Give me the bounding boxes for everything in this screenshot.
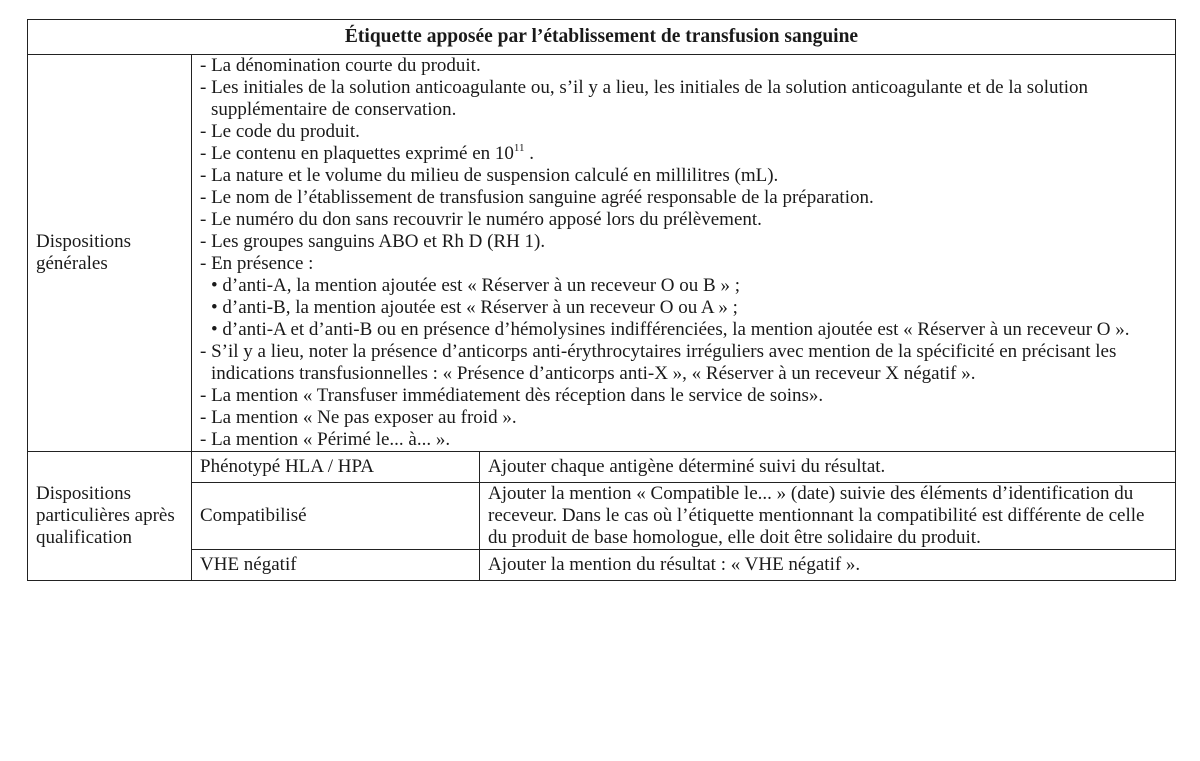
list-item-text: - En présence : (200, 253, 314, 274)
table-row (28, 452, 1176, 483)
list-item (200, 187, 1167, 209)
bullet-item (200, 297, 1167, 319)
table-title: Étiquette apposée par l’établissement de transfusion sanguine (28, 20, 1176, 55)
list-item (200, 231, 1167, 253)
bullet-item (200, 319, 1167, 341)
qualification-description: Ajouter la mention « Compatible le... » (date) suivie des éléments d’identification du receveur. Dans le cas où l’étiquette mentionnant la compatibilité est différente de celle du produit de base homologue, elle doit être solidaire du produit. (480, 483, 1176, 550)
list-item-text: - Le contenu en plaquettes exprimé en 10 (200, 143, 514, 164)
general-provisions-list (200, 55, 1167, 451)
general-provisions-cell (192, 55, 1176, 452)
list-item-text: • d’anti-A et d’anti-B ou en présence d’hémolysines indifférenciées, la mention ajoutée est « Réserver à un receveur O ». (211, 319, 1130, 340)
list-item (200, 209, 1167, 231)
list-item (200, 385, 1167, 407)
particular-provisions-label: Dispositions particulières après qualification (28, 452, 192, 581)
exponent: 11 (513, 142, 525, 154)
qualification-name: Phénotypé HLA / HPA (192, 452, 480, 483)
qualification-name: Compatibilisé (192, 483, 480, 550)
table-row (28, 483, 1176, 550)
label-requirements-table (27, 19, 1176, 581)
list-item (200, 77, 1167, 121)
list-item-suffix: . (524, 143, 535, 164)
list-item-text: - Les initiales de la solution anticoagulante ou, s’il y a lieu, les initiales de la solution anticoagulante et de la solution supplémentaire de conservation. (200, 77, 1089, 120)
list-item (200, 341, 1167, 385)
list-item-text: - La mention « Périmé le... à... ». (200, 429, 451, 450)
list-item-text: - Le code du produit. (200, 121, 360, 142)
list-item-text: - Le nom de l’établissement de transfusion sanguine agréé responsable de la préparation. (200, 187, 874, 208)
list-item-text: • d’anti-A, la mention ajoutée est « Réserver à un receveur O ou B » ; (211, 275, 740, 296)
bullet-item (200, 275, 1167, 297)
list-item-text: - Le numéro du don sans recouvrir le numéro apposé lors du prélèvement. (200, 209, 762, 230)
list-item-text: - La mention « Transfuser immédiatement dès réception dans le service de soins». (200, 385, 824, 406)
list-item (200, 121, 1167, 143)
qualification-name: VHE négatif (192, 550, 480, 581)
list-item (200, 143, 1167, 165)
list-item (200, 55, 1167, 77)
general-provisions-label: Dispositions générales (28, 55, 192, 452)
list-item-text: - S’il y a lieu, noter la présence d’anticorps anti-érythrocytaires irréguliers avec mention de la spécificité en précisant les indications transfusionnelles : « Présence d’anticorps anti-X », « Réserver à un receveur X négatif ». (200, 341, 1117, 384)
list-item-text: - La dénomination courte du produit. (200, 55, 481, 76)
list-item-text: - La nature et le volume du milieu de suspension calculé en millilitres (mL). (200, 165, 779, 186)
qualification-description: Ajouter chaque antigène déterminé suivi du résultat. (480, 452, 1176, 483)
list-item-text: • d’anti-B, la mention ajoutée est « Réserver à un receveur O ou A » ; (211, 297, 738, 318)
qualification-description: Ajouter la mention du résultat : « VHE négatif ». (480, 550, 1176, 581)
list-item (200, 165, 1167, 187)
list-item-text: - Les groupes sanguins ABO et Rh D (RH 1). (200, 231, 546, 252)
list-item (200, 253, 1167, 275)
list-item-text: - La mention « Ne pas exposer au froid ». (200, 407, 517, 428)
table-row (28, 550, 1176, 581)
list-item (200, 407, 1167, 429)
list-item (200, 429, 1167, 451)
